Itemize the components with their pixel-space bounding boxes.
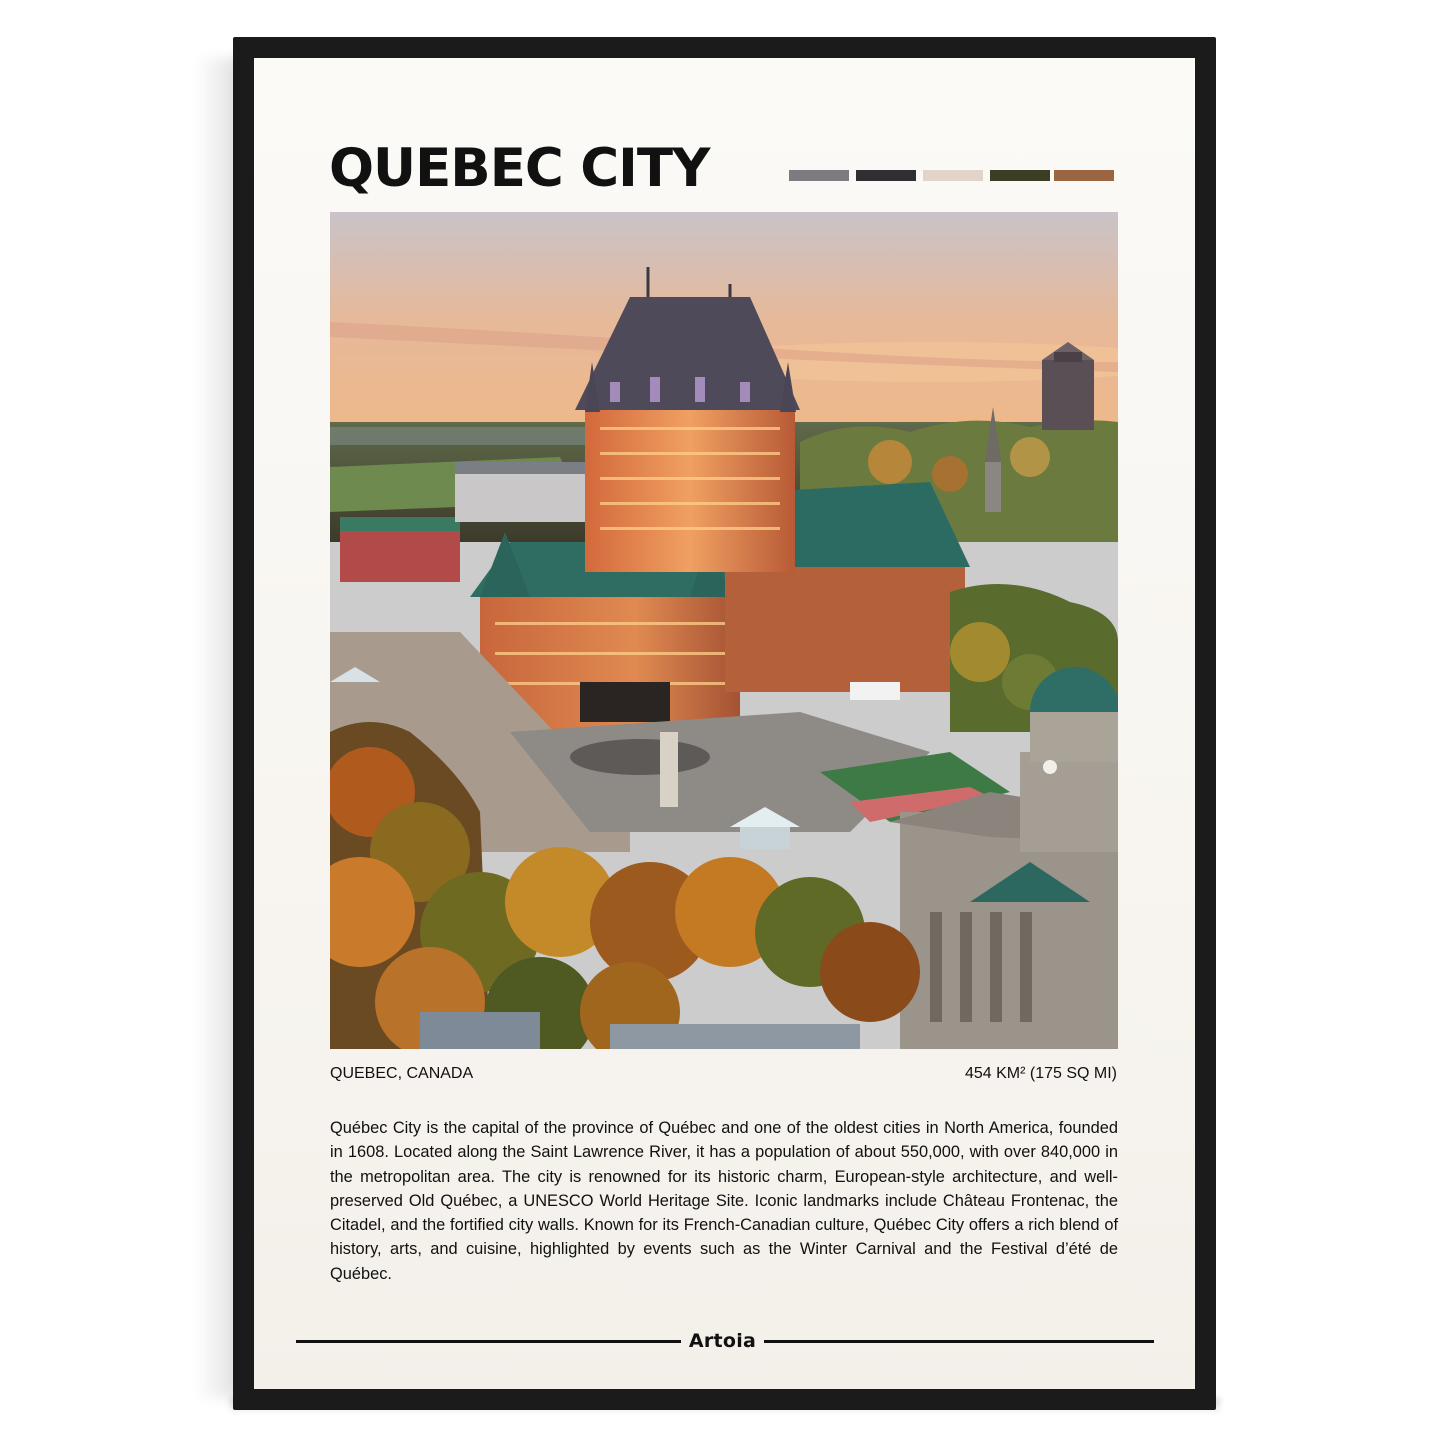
palette-swatch-5 [1054, 170, 1114, 181]
location-label: QUEBEC, CANADA [330, 1065, 474, 1082]
footer-rule-right [764, 1340, 1154, 1343]
poster-frame [233, 37, 1216, 1410]
palette-swatch-2 [856, 170, 916, 181]
poster-paper [254, 58, 1195, 1389]
poster-title: QUEBEC CITY [329, 138, 710, 199]
palette-swatch-4 [990, 170, 1050, 181]
area-label: 454 KM² (175 SQ MI) [964, 1065, 1117, 1082]
palette-swatch-3 [923, 170, 983, 181]
brand-name: Artoia [688, 1330, 757, 1352]
city-photo [330, 212, 1118, 1049]
footer-rule-left [296, 1340, 681, 1343]
palette-swatch-1 [789, 170, 849, 181]
description-text: Québec City is the capital of the province of Québec and one of the oldest cities in North America, founded in 1608. Located along the Saint Lawrence River, it has a population of about 550,000, with over 840,000 in the metropolitan area. The city is renowned for its historic charm, European-style architecture, and well-preserved Old Québec, a UNESCO World Heritage Site. Iconic landmarks include Château Frontenac, the Citadel, and the fortified city walls. Known for its French-Canadian culture, Québec City offers a rich blend of history, arts, and cuisine, highlighted by events such as the Winter Carnival and the Festival d’été de Québec. [330, 1119, 1118, 1283]
